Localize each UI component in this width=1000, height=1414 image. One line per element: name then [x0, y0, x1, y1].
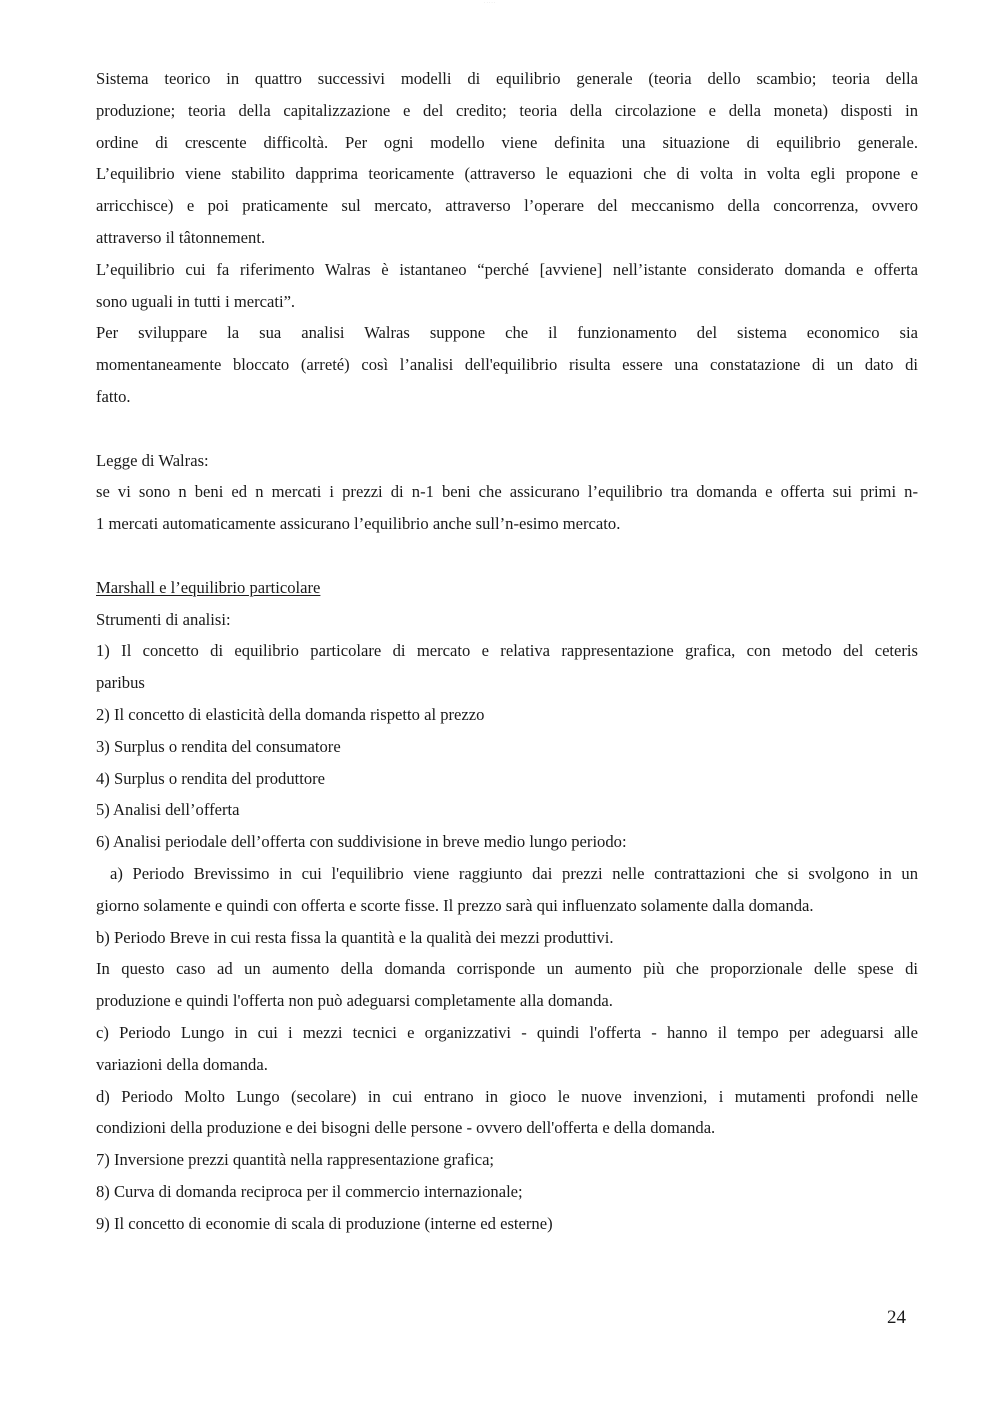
section-label-legge: Legge di Walras:	[96, 450, 209, 470]
sub-item: d) Periodo Molto Lungo (secolare) in cui entrano in gioco le nuove invenzioni, i mutamenti profondi nelle	[96, 1086, 918, 1106]
paragraph-line: L’equilibrio viene stabilito dapprima teoricamente (attraverso le equazioni che di volta in volta egli propone e	[96, 164, 918, 184]
list-item: 9) Il concetto di economie di scala di produzione (interne ed esterne)	[96, 1213, 553, 1233]
section-heading-marshall: Marshall e l’equilibrio particolare	[96, 577, 321, 597]
list-item-cont: paribus	[96, 673, 145, 693]
paragraph-line: In questo caso ad un aumento della domanda corrisponde un aumento più che proporzionale delle spese di	[96, 959, 918, 979]
list-item: 7) Inversione prezzi quantità nella rappresentazione grafica;	[96, 1150, 495, 1170]
sub-item-cont: giorno solamente e quindi con offerta e scorte fisse. Il prezzo sarà qui influenzato solamente dalla domanda.	[96, 895, 814, 915]
paragraph-line: ordine di crescente difficoltà. Per ogni modello viene definita una situazione di equilibrio generale.	[96, 132, 918, 152]
paragraph-line: se vi sono n beni ed n mercati i prezzi di n-1 beni che assicurano l’equilibrio tra domanda e offerta sui primi n-	[96, 482, 918, 502]
sub-item: c) Periodo Lungo in cui i mezzi tecnici e organizzativi - quindi l'offerta - hanno il tempo per adeguarsi alle	[96, 1022, 918, 1042]
paragraph-line: 1 mercati automaticamente assicurano l’equilibrio anche sull’n-esimo mercato.	[96, 514, 621, 534]
page-number: 24	[887, 1307, 906, 1328]
list-item: 1) Il concetto di equilibrio particolare di mercato e relativa rappresentazione grafica, con metodo del ceteris	[96, 641, 918, 661]
paragraph-line: sono uguali in tutti i mercati”.	[96, 291, 296, 311]
list-item: 4) Surplus o rendita del produttore	[96, 768, 326, 788]
sub-item-cont: variazioni della domanda.	[96, 1054, 268, 1074]
paragraph-line: fatto.	[96, 386, 131, 406]
blank-line	[96, 413, 918, 445]
list-item: 5) Analisi dell’offerta	[96, 800, 240, 820]
list-item: 3) Surplus o rendita del consumatore	[96, 736, 341, 756]
sub-item-cont: condizioni della produzione e dei bisogni delle persone - ovvero dell'offerta e della domanda.	[96, 1118, 716, 1138]
sub-item: a) Periodo Brevissimo in cui l'equilibrio viene raggiunto dai prezzi nelle contrattazioni che si svolgono in un	[110, 863, 918, 883]
paragraph-line: momentaneamente bloccato (arreté) così l’analisi dell'equilibrio risulta essere una constatazione di un dato di	[96, 355, 918, 375]
paragraph-line: Sistema teorico in quattro successivi modelli di equilibrio generale (teoria dello scambio; teoria della	[96, 69, 918, 88]
paragraph-line: L’equilibrio cui fa riferimento Walras è istantaneo “perché [avviene] nell’istante considerato domanda e offerta	[96, 259, 918, 279]
sub-item: b) Periodo Breve in cui resta fissa la quantità e la qualità dei mezzi produttivi.	[96, 927, 614, 947]
paragraph-line: attraverso il tâtonnement.	[96, 227, 266, 247]
list-item: 2) Il concetto di elasticità della domanda rispetto al prezzo	[96, 704, 485, 724]
paragraph-line: produzione; teoria della capitalizzazione e del credito; teoria della circolazione e della moneta) disposti in	[96, 100, 918, 120]
list-item: 8) Curva di domanda reciproca per il commercio internazionale;	[96, 1181, 523, 1201]
list-intro: Strumenti di analisi:	[96, 609, 231, 629]
paragraph-line: produzione e quindi l'offerta non può adeguarsi completamente alla domanda.	[96, 991, 613, 1011]
paragraph-line: arricchisce) e poi praticamente sul mercato, attraverso l’operare del meccanismo della concorrenza, ovvero	[96, 196, 918, 216]
document-body	[96, 63, 918, 1239]
paragraph-line: Per sviluppare la sua analisi Walras suppone che il funzionamento del sistema economico sia	[96, 323, 918, 343]
blank-line	[96, 540, 918, 572]
header-watermark: · · · · ·	[484, 0, 496, 5]
list-item: 6) Analisi periodale dell’offerta con suddivisione in breve medio lungo periodo:	[96, 832, 627, 852]
